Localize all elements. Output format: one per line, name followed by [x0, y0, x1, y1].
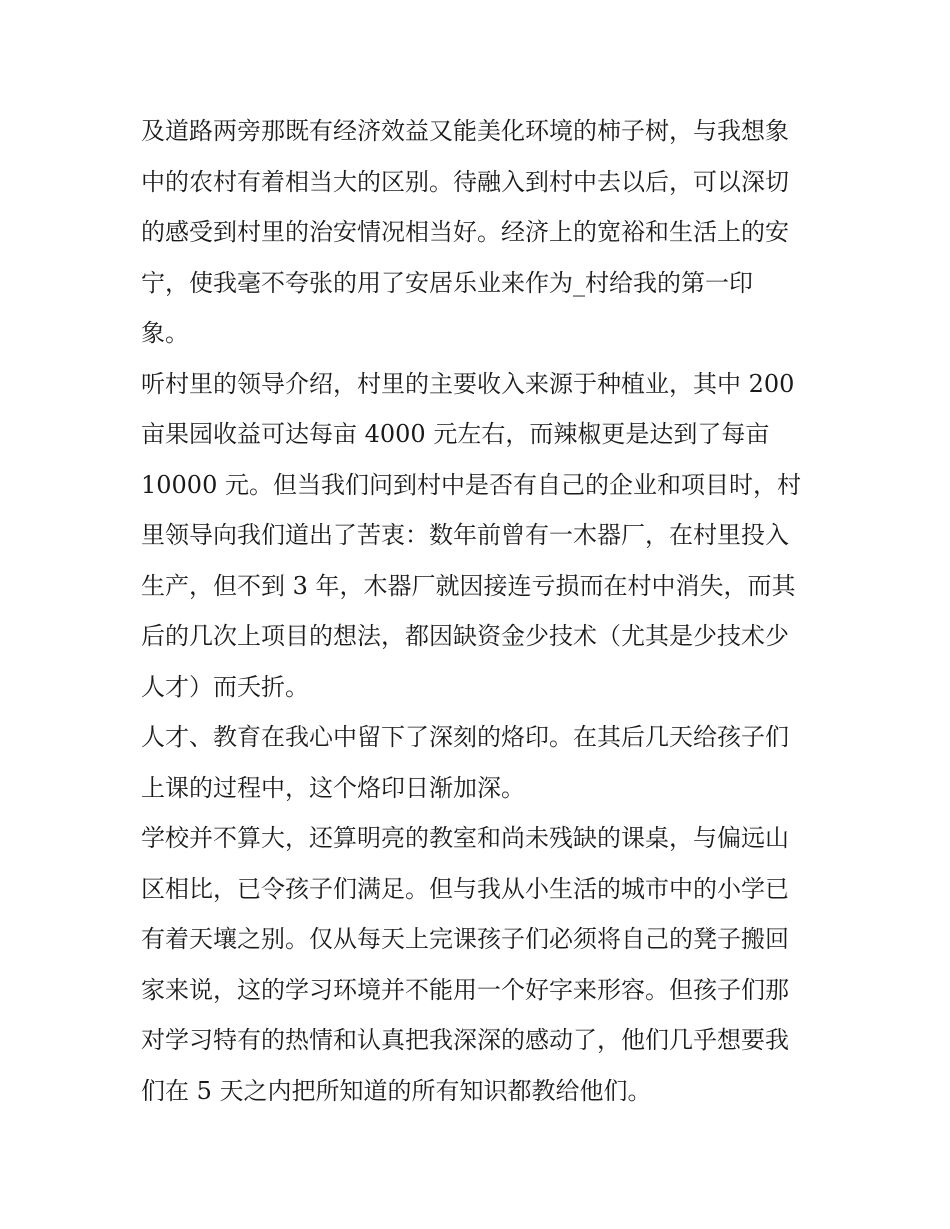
- text-line: 听村里的领导介绍，村里的主要收入来源于种植业，其中 200: [141, 369, 795, 398]
- text-line: 上课的过程中，这个烙印日渐加深。: [141, 773, 525, 802]
- text-line: 对学习特有的热情和认真把我深深的感动了，他们几乎想要我: [141, 1026, 789, 1054]
- text-line: 10000 元。但当我们问到村中是否有自己的企业和项目时，村: [141, 470, 801, 499]
- text-line: 亩果园收益可达每亩 4000 元左右，而辣椒更是达到了每亩: [141, 420, 770, 448]
- body-text: [141, 106, 821, 1116]
- text-line: 人才、教育在我心中留下了深刻的烙印。在其后几天给孩子们: [141, 723, 789, 751]
- text-line: 人才）而夭折。: [141, 672, 309, 701]
- text-line: 学校并不算大，还算明亮的教室和尚未残缺的课桌，与偏远山: [141, 824, 789, 852]
- text-line: 中的农村有着相当大的区别。待融入到村中去以后，可以深切: [141, 167, 789, 196]
- text-line: 象。: [141, 319, 189, 347]
- text-line: 后的几次上项目的想法，都因缺资金少技术（尤其是少技术少: [141, 622, 789, 650]
- text-line: 有着天壤之别。仅从每天上完课孩子们必须将自己的凳子搬回: [141, 925, 789, 953]
- text-line: 的感受到村里的治安情况相当好。经济上的宽裕和生活上的安: [141, 218, 789, 246]
- text-line: 区相比，已令孩子们满足。但与我从小生活的城市中的小学已: [141, 874, 789, 903]
- text-line: 们在 5 天之内把所知道的所有知识都教给他们。: [141, 1076, 652, 1105]
- text-line: 及道路两旁那既有经济效益又能美化环境的柿子树，与我想象: [141, 117, 789, 145]
- text-line: 生产，但不到 3 年，木器厂就因接连亏损而在村中消失，而其: [141, 571, 796, 600]
- text-line: 里领导向我们道出了苦衷：数年前曾有一木器厂，在村里投入: [141, 521, 789, 549]
- text-line: 家来说，这的学习环境并不能用一个好字来形容。但孩子们那: [141, 975, 789, 1004]
- text-line: 宁，使我毫不夸张的用了安居乐业来作为_村给我的第一印: [141, 268, 753, 297]
